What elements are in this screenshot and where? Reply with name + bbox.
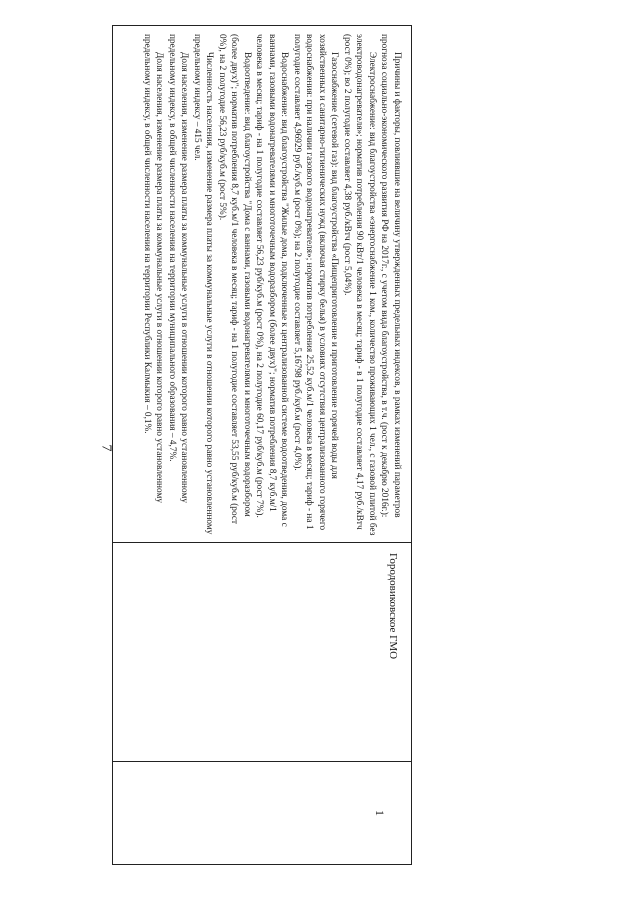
indices-table: [112, 25, 412, 865]
reasons-cell: [113, 26, 412, 543]
municipality-cell: [113, 543, 412, 762]
row-number: 1: [373, 810, 387, 816]
paragraph-share-republic: Доля населения, изменение размера платы за коммунальные услуги в отношении которого равно установленному предельному индексу, в общей численности населения на территории Республики Калмыкия – 0,1%.: [142, 34, 165, 504]
row-number-cell: [113, 762, 412, 865]
paragraph-share-municipal: Доля населения, изменение размера платы за коммунальные услуги в отношении которого равно установленному предельному индексу, в общей численности населения на территории муниципального образования – 4,7%.: [167, 34, 190, 504]
municipality-name: Городовиковское ГМО: [387, 553, 399, 660]
paragraph-population: Численность населения, изменение размера платы за коммунальные услуги в отношении которого равно установленному предельному индексу – 415 чел.: [192, 34, 215, 535]
paragraph-reasons: Причины и факторы, повлиявшие на величину утвержденных предельных индексов, в рамках изменений параметров прогноза социально-экономического развития РФ на 2017г., с учетом вида благоустройства, в т.ч. (рост к декабрю 2016г.):: [379, 34, 402, 518]
paragraph-water-supply: Водоснабжение: вид благоустройства "Жилые дома, подключенные к централизованной системе водоотведения, дома с ваннами, газовыми водонагревателями и многоточечным водоразбором (более двух)"; норматив потребления 8,7 куб.м/1 человека в месяц; тариф - на 1 полугодие составляет 56,23 руб/куб.м (рост 0%), на 2 полугодие 60,17 руб/куб.м (рост 7%).: [254, 34, 290, 527]
paragraph-gas: Газоснабжение (сетевой газ): вид благоустройства «Пищеприготовление и приготовление горячей воды для хозяйственных и санитарно-гигиенических нужд (включая стирку белья) в условиях отсутствия централизованного горячего водоснабжения: при наличии газового водонагревателя»; норматив потребления 25,52 куб.м/1 человека в месяц; тариф - на 1 полугодие составляет 4,96929 руб./куб.м (рост 0%); на 2 полугодие составляет 5,16798 руб./куб.м (рост 4,0%).: [292, 34, 340, 531]
page-number: 7: [98, 444, 114, 452]
rotated-table-sheet: [112, 25, 412, 865]
paragraph-water-disposal: Водоотведение: вид благоустройства "Дома с ваннами, газовыми водонагревателями и многоточечным водоразбором (более двух)"; норматив потребления 8,7 куб.м/1 человека в месяц; тариф - на 1 полугодие составляет 53,55 руб/куб.м (рост 0%), на 2 полугодие 56,23 руб/куб.м (рост 5%).: [217, 34, 252, 525]
paragraph-electricity: Электроснабжение: вид благоустройства «энергоснабжение 1 ком., количество проживающих 1 чел., с газовой плитой без электроводонагревателя»; норматив потребления 90 кВт/1 человека в месяц; тариф - в 1 полугодие составляет 4,17 руб./кВтч (рост 0%); во 2 полугодие составляет 4,38 руб./кВтч (рост 5,04%).: [342, 34, 377, 536]
reasons-text: [141, 26, 412, 542]
table-row: [113, 26, 412, 865]
